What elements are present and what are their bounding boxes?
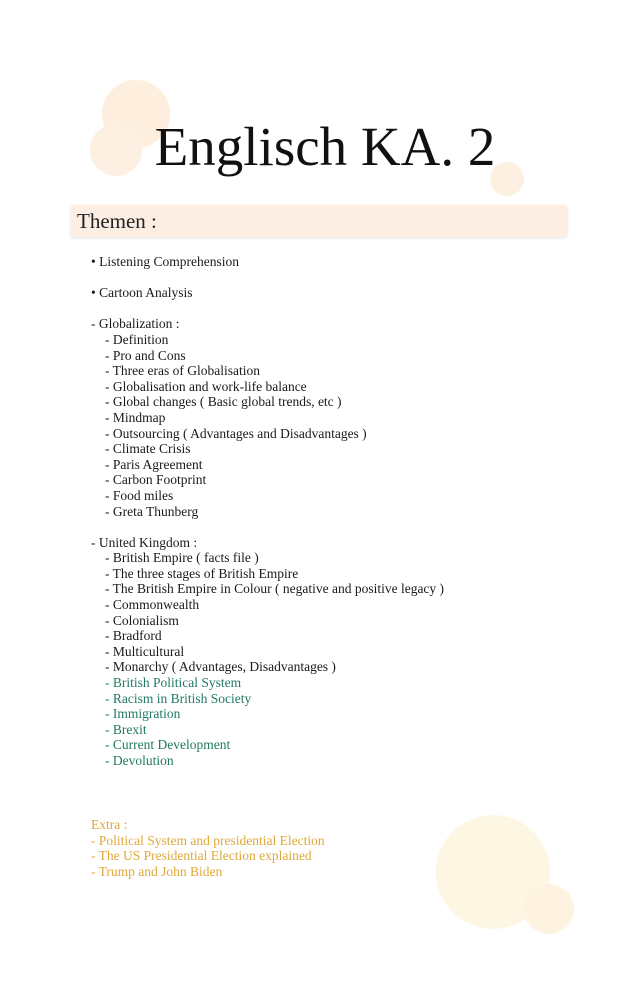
- list-item: - Monarchy ( Advantages, Disadvantages ): [105, 659, 336, 675]
- highlighted-list-item: - Brexit: [105, 721, 147, 737]
- list-item: - Pro and Cons: [105, 347, 186, 363]
- extra-heading: Extra :: [91, 817, 128, 832]
- list-item: - Multicultural: [105, 643, 185, 659]
- list-item: - Global changes ( Basic global trends, etc ): [105, 394, 342, 410]
- globalization-heading: - Globalization :: [91, 316, 180, 332]
- decorative-circle: [524, 884, 574, 934]
- list-item: - The British Empire in Colour ( negative and positive legacy ): [105, 581, 445, 597]
- list-item: - Three eras of Globalisation: [105, 363, 260, 379]
- highlighted-list-item: - Immigration: [105, 706, 181, 722]
- list-item: - Outsourcing ( Advantages and Disadvantages ): [105, 425, 367, 441]
- list-item: - Mindmap: [105, 409, 166, 425]
- highlighted-list-item: - British Political System: [105, 675, 242, 691]
- list-item: - Greta Thunberg: [105, 503, 199, 519]
- highlighted-list-item: - Racism in British Society: [105, 690, 252, 706]
- themen-header-bar: [71, 205, 567, 237]
- list-item: - Political System and presidential Election: [91, 832, 325, 848]
- list-item: - Commonwealth: [105, 597, 200, 613]
- highlighted-list-item: - Current Development: [105, 737, 231, 753]
- list-item: - Colonialism: [105, 612, 179, 628]
- list-item: - British Empire ( facts file ): [105, 550, 259, 566]
- extra-section: [91, 817, 491, 879]
- list-item: - Definition: [105, 331, 169, 347]
- bullet-item: • Cartoon Analysis: [91, 285, 193, 301]
- page-title: Englisch KA. 2: [154, 116, 496, 177]
- extra-list: [91, 833, 491, 880]
- united-kingdom-list: [91, 550, 571, 768]
- themen-label: Themen :: [77, 209, 157, 233]
- list-item: - The US Presidential Election explained: [91, 848, 312, 864]
- list-item: - The three stages of British Empire: [105, 565, 299, 581]
- highlighted-list-item: - Devolution: [105, 753, 174, 768]
- list-item: - Paris Agreement: [105, 456, 203, 472]
- united-kingdom-heading: - United Kingdom :: [91, 534, 198, 550]
- bullet-item: • Listening Comprehension: [91, 254, 239, 269]
- list-item: - Carbon Footprint: [105, 472, 207, 488]
- topic-list: [91, 254, 571, 784]
- list-item: - Climate Crisis: [105, 441, 191, 457]
- list-item: - Globalisation and work-life balance: [105, 378, 307, 394]
- globalization-list: [91, 332, 571, 519]
- list-item: - Food miles: [105, 487, 174, 503]
- list-item: - Bradford: [105, 628, 162, 644]
- list-item: - Trump and John Biden: [91, 863, 223, 879]
